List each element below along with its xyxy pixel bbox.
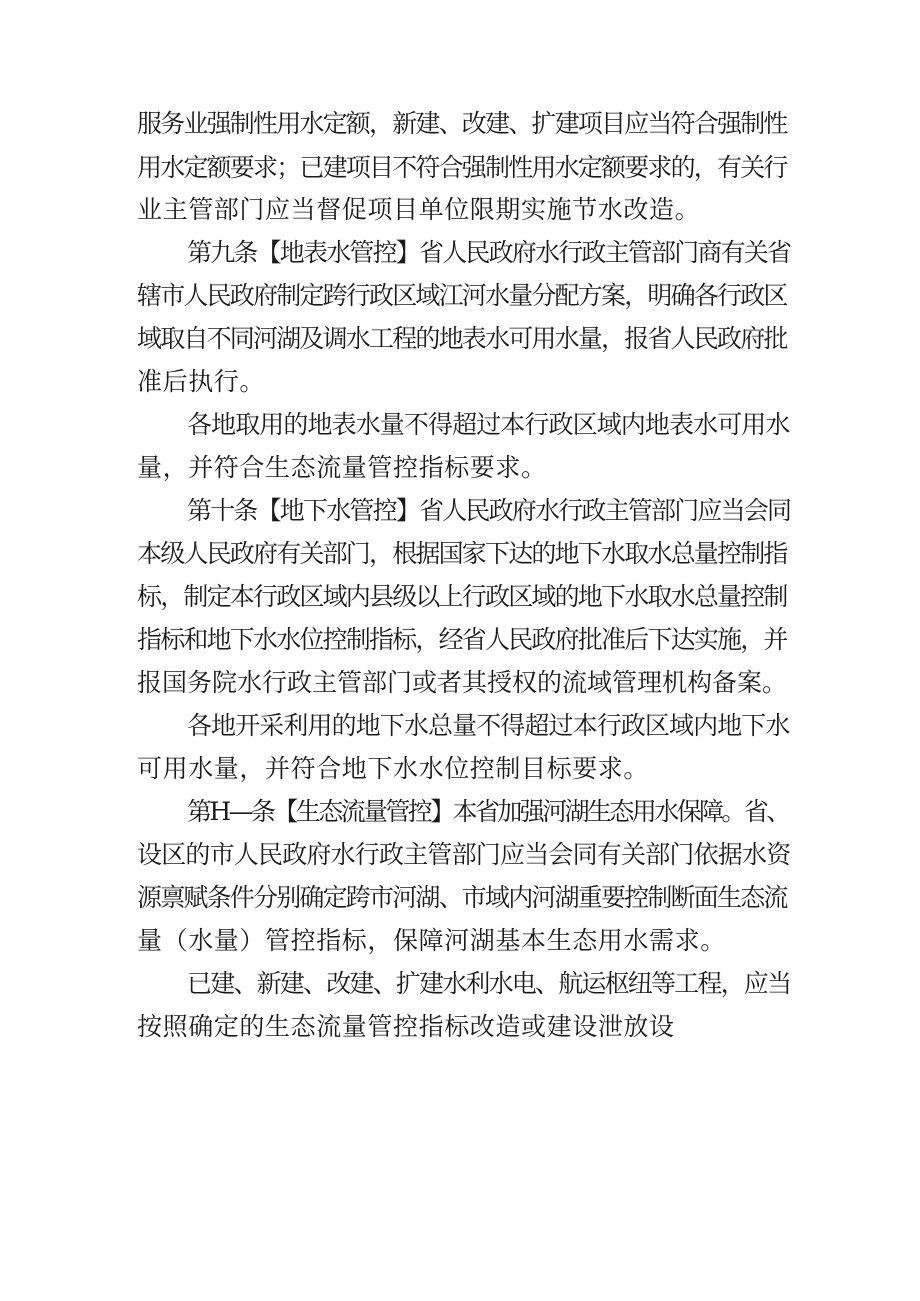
text-line: 业主管部门应当督促项目单位限期实施节水改造。 bbox=[137, 195, 701, 224]
text-line: 本级人民政府有关部门，根据国家下达的地下水取水总量控制指 bbox=[137, 539, 787, 568]
text-line: 服务业强制性用水定额，新建、改建、扩建项目应当符合强制性 bbox=[137, 109, 787, 138]
text-line: 第十条【地下水管控】省人民政府水行政主管部门应当会同 bbox=[187, 496, 791, 525]
text-line: 可用水量，并符合地下水水位控制目标要求。 bbox=[137, 754, 650, 783]
text-line: 各地开采利用的地下水总量不得超过本行政区域内地下水 bbox=[187, 711, 790, 740]
text-line: 指标和地下水水位控制指标，经省人民政府批准后下达实施，并 bbox=[137, 625, 787, 654]
text-line: 量，并符合生态流量管控指标要求。 bbox=[137, 453, 547, 482]
text-line: 第九条【地表水管控】省人民政府水行政主管部门商有关省 bbox=[187, 238, 791, 267]
text-line: 准后执行。 bbox=[137, 367, 266, 396]
text-line: 源禀赋条件分别确定跨市河湖、市域内河湖重要控制断面生态流 bbox=[137, 883, 787, 912]
text-line: 按照确定的生态流量管控指标改造或建设泄放设 bbox=[137, 1012, 675, 1041]
text-line: 辖市人民政府制定跨行政区域江河水量分配方案，明确各行政区 bbox=[137, 281, 787, 310]
text-line: 用水定额要求；已建项目不符合强制性用水定额要求的，有关行 bbox=[137, 153, 787, 182]
text-line: 各地取用的地表水量不得超过本行政区域内地表水可用水 bbox=[187, 410, 790, 439]
text-line: 第H—条【生态流量管控】本省加强河湖生态用水保障。省、 bbox=[187, 797, 789, 826]
text-line: 设区的市人民政府水行政主管部门应当会同有关部门依据水资 bbox=[137, 840, 791, 869]
text-line: 域取自不同河湖及调水工程的地表水可用水量，报省人民政府批 bbox=[137, 324, 787, 353]
text-line: 报国务院水行政主管部门或者其授权的流域管理机构备案。 bbox=[137, 668, 788, 697]
text-line: 量（水量）管控指标，保障河湖基本生态用水需求。 bbox=[137, 926, 726, 955]
text-line: 标，制定本行政区域内县级以上行政区域的地下水取水总量控制 bbox=[137, 582, 787, 611]
text-line: 已建、新建、改建、扩建水利水电、航运枢纽等工程，应当 bbox=[187, 969, 791, 998]
